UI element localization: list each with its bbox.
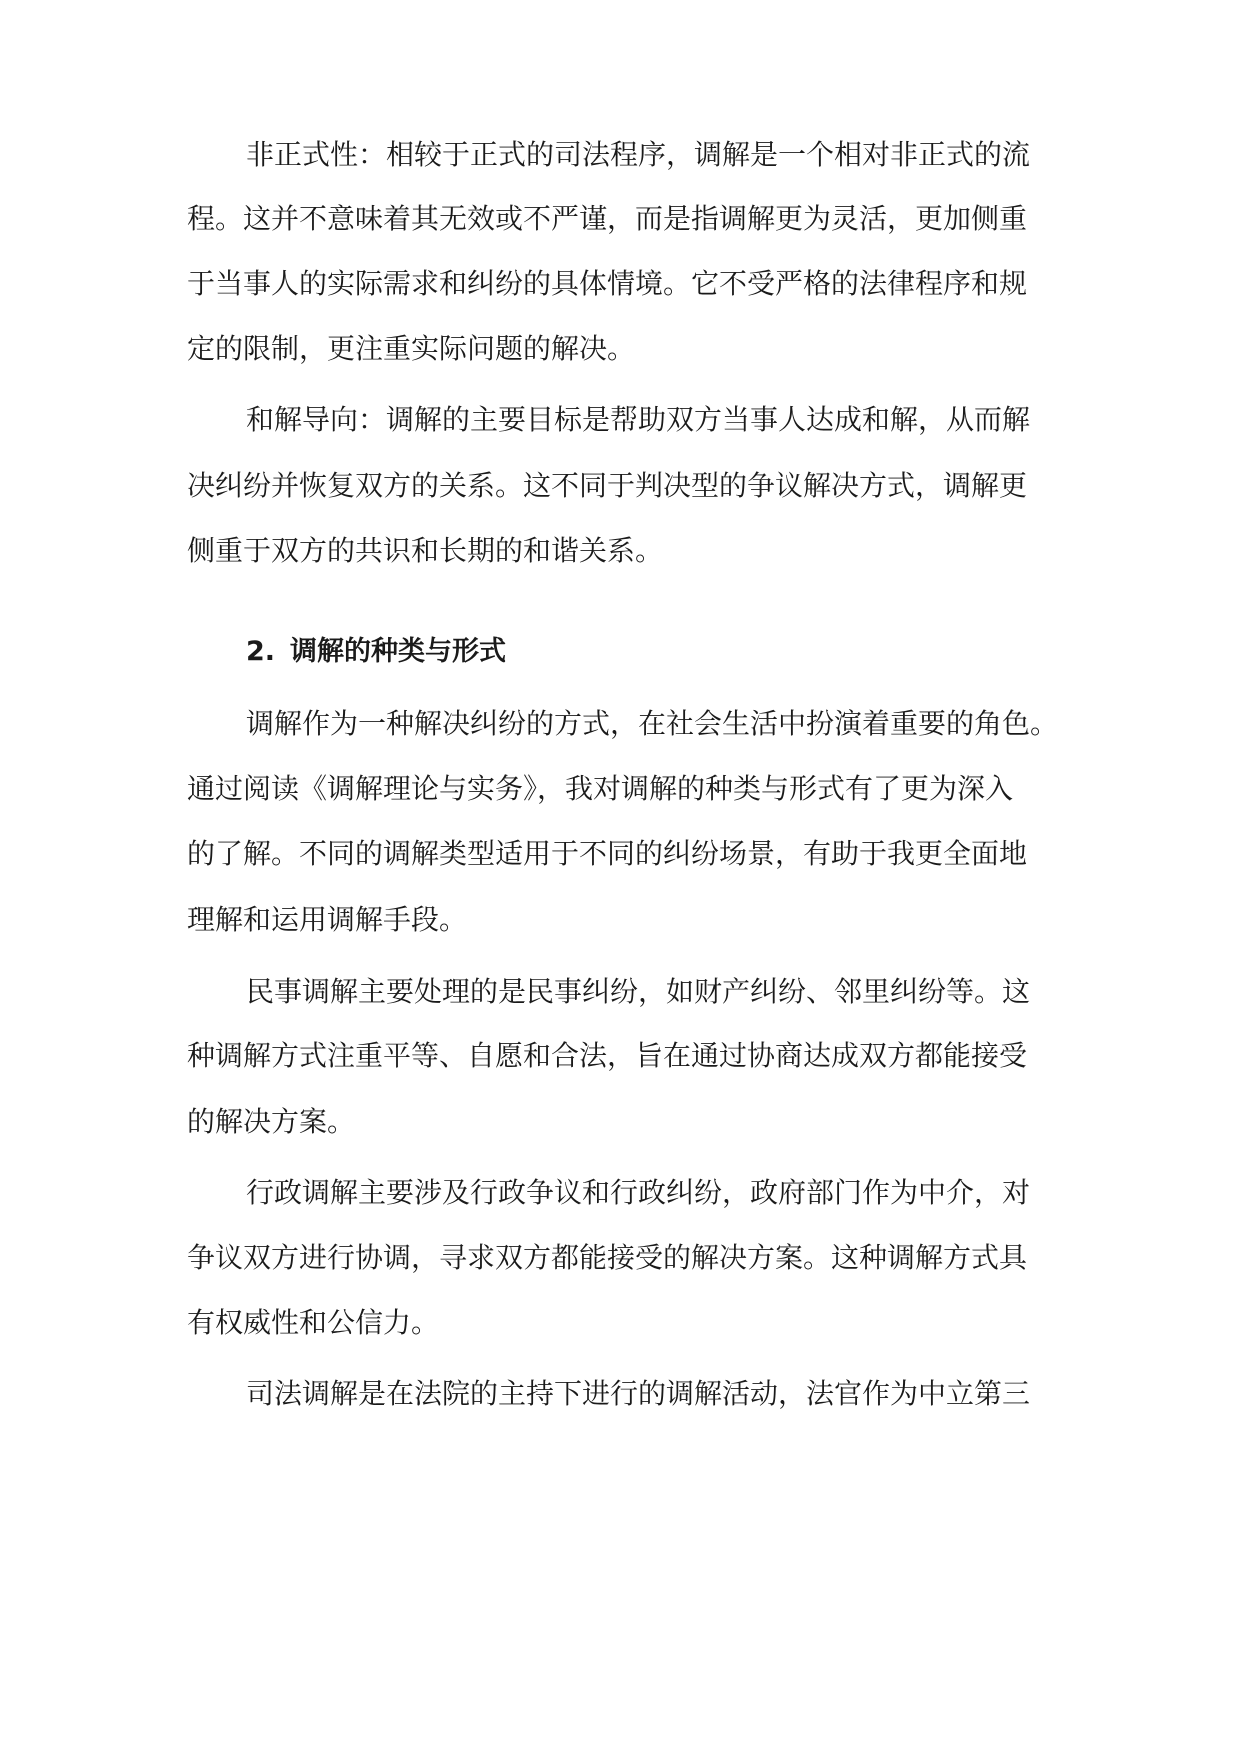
paragraph-line: 决纠纷并恢复双方的关系。这不同于判决型的争议解决方式，调解更 xyxy=(187,469,1028,502)
paragraph-line: 于当事人的实际需求和纠纷的具体情境。它不受严格的法律程序和规 xyxy=(187,267,1028,300)
paragraph-line: 调解作为一种解决纠纷的方式，在社会生活中扮演着重要的角色。 xyxy=(246,707,1059,740)
paragraph-line: 民事调解主要处理的是民事纠纷，如财产纠纷、邻里纠纷等。这 xyxy=(246,975,1031,1008)
paragraph-line: 通过阅读《调解理论与实务》，我对调解的种类与形式有了更为深入 xyxy=(187,772,1014,805)
paragraph-line: 司法调解是在法院的主持下进行的调解活动，法官作为中立第三 xyxy=(246,1377,1031,1410)
section-title: 调解的种类与形式 xyxy=(290,636,506,667)
paragraph-line: 侧重于双方的共识和长期的和谐关系。 xyxy=(187,534,664,567)
paragraph-line: 的了解。不同的调解类型适用于不同的纠纷场景，有助于我更全面地 xyxy=(187,837,1028,870)
section-heading xyxy=(246,632,506,672)
paragraph-line: 理解和运用调解手段。 xyxy=(187,903,468,936)
paragraph-line: 争议双方进行协调，寻求双方都能接受的解决方案。这种调解方式具 xyxy=(187,1241,1028,1274)
paragraph-line: 有权威性和公信力。 xyxy=(187,1306,440,1339)
paragraph-line: 和解导向：调解的主要目标是帮助双方当事人达成和解，从而解 xyxy=(246,403,1031,436)
paragraph-line: 行政调解主要涉及行政争议和行政纠纷，政府部门作为中介，对 xyxy=(246,1176,1031,1209)
paragraph-line: 非正式性：相较于正式的司法程序，调解是一个相对非正式的流 xyxy=(246,138,1031,171)
paragraph-line: 种调解方式注重平等、自愿和合法，旨在通过协商达成双方都能接受 xyxy=(187,1039,1028,1072)
paragraph-line: 程。这并不意味着其无效或不严谨，而是指调解更为灵活，更加侧重 xyxy=(187,202,1028,235)
paragraph-line: 定的限制，更注重实际问题的解决。 xyxy=(187,332,636,365)
section-number: 2. xyxy=(246,636,276,667)
paragraph-line: 的解决方案。 xyxy=(187,1105,356,1138)
